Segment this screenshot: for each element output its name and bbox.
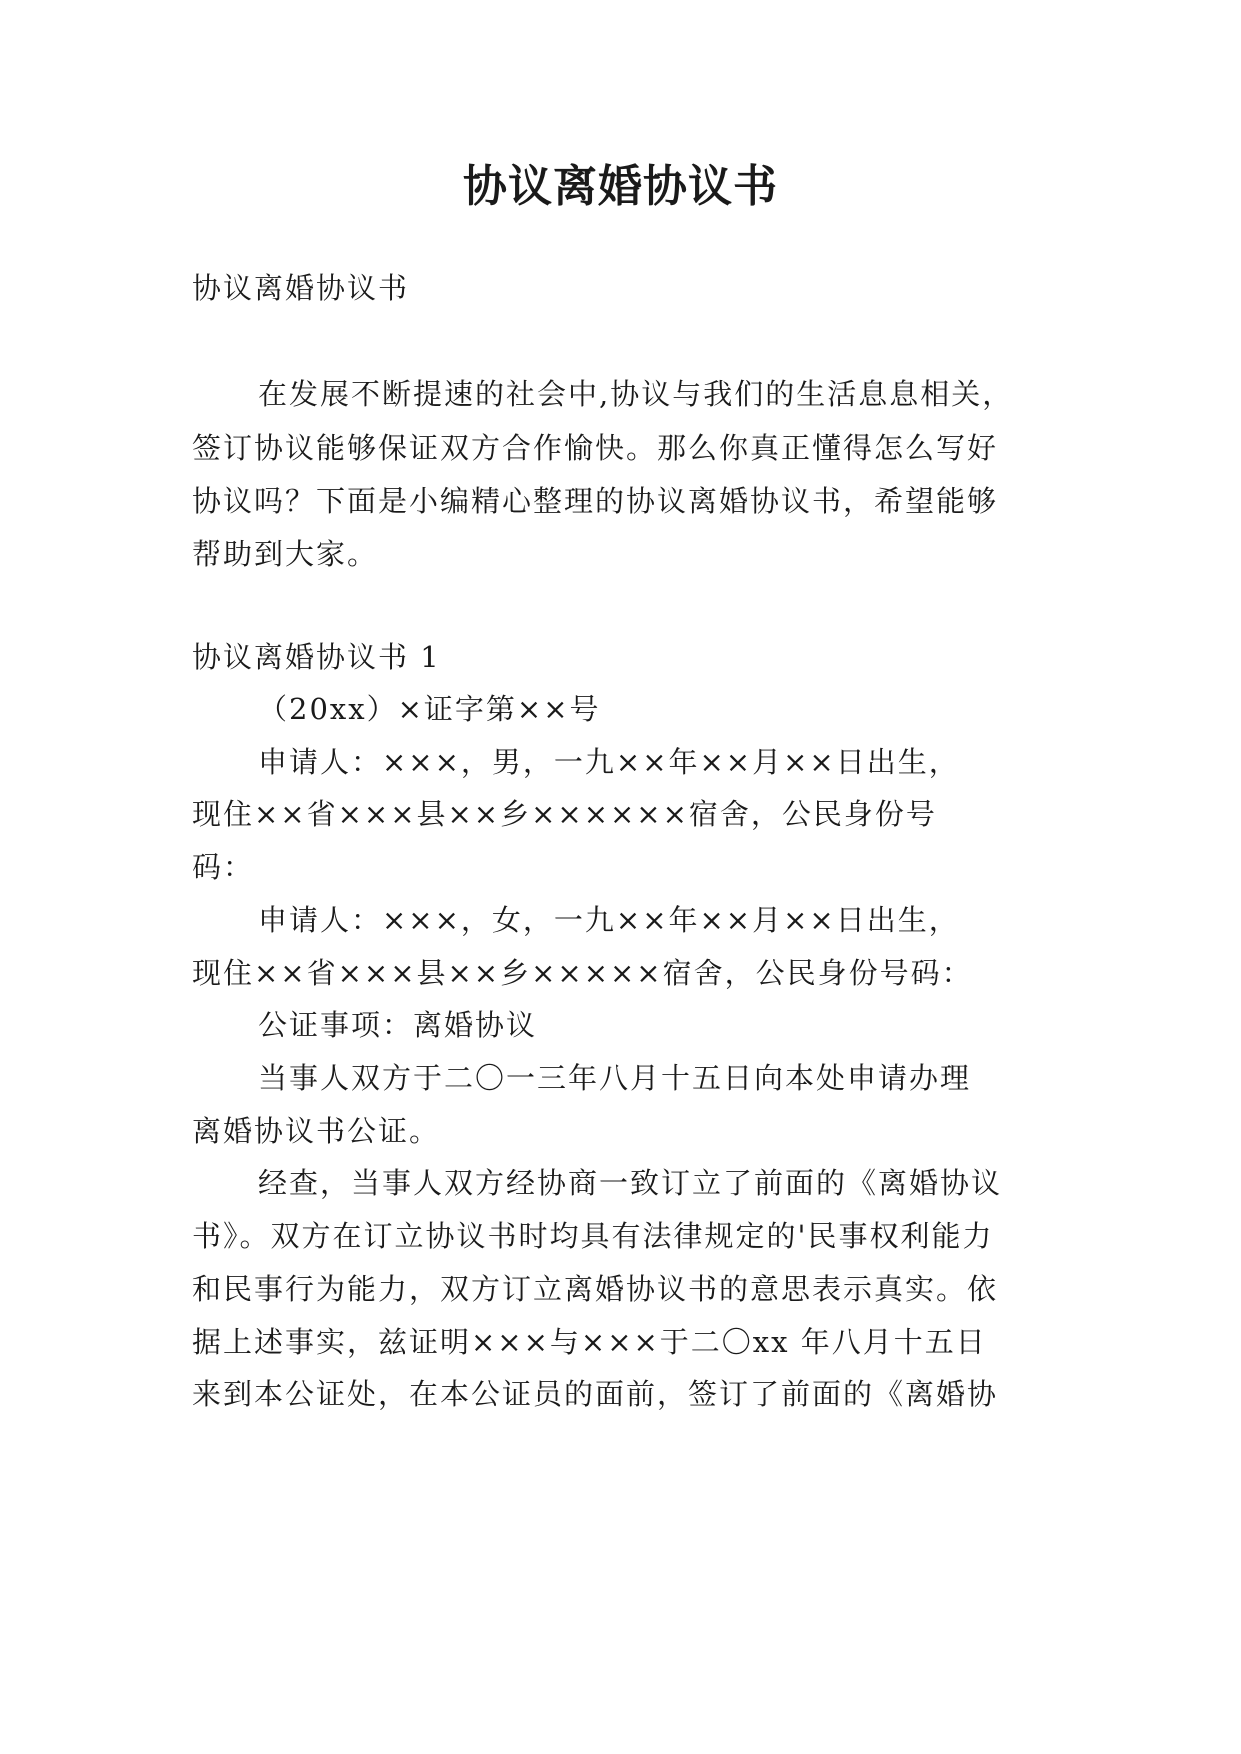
verification-line: 据上述事实，兹证明×××与×××于二〇xx 年八月十五日 — [192, 1325, 987, 1359]
application-line: 当事人双方于二〇一三年八月十五日向本处申请办理 — [258, 1061, 972, 1095]
cert-number: （20xx）×证字第××号 — [258, 692, 601, 726]
intro-line: 签订协议能够保证双方合作愉快。那么你真正懂得怎么写好 — [192, 431, 999, 465]
applicant-male-line: 现住××省×××县××乡××××××宿舍，公民身份号 — [192, 797, 937, 831]
applicant-male-line: 码： — [192, 850, 255, 884]
intro-line: 帮助到大家。 — [192, 537, 379, 571]
section-heading: 协议离婚协议书 1 — [192, 640, 441, 674]
notary-matter: 公证事项：离婚协议 — [258, 1008, 538, 1042]
intro-line: 协议吗？下面是小编精心整理的协议离婚协议书，希望能够 — [192, 484, 999, 518]
verification-line: 和民事行为能力，双方订立离婚协议书的意思表示真实。依 — [192, 1272, 999, 1306]
verification-line: 书》。双方在订立协议书时均具有法律规定的'民事权利能力 — [192, 1219, 994, 1253]
applicant-male-line: 申请人：×××，男，一九××年××月××日出生， — [258, 745, 960, 779]
application-line: 离婚协议书公证。 — [192, 1114, 441, 1148]
verification-line: 来到本公证处，在本公证员的面前，签订了前面的《离婚协 — [192, 1377, 999, 1411]
document-title: 协议离婚协议书 — [463, 161, 778, 212]
verification-line: 经查，当事人双方经协商一致订立了前面的《离婚协议 — [258, 1166, 1003, 1200]
intro-line: 在发展不断提速的社会中,协议与我们的生活息息相关， — [258, 377, 1014, 411]
subtitle: 协议离婚协议书 — [192, 271, 410, 305]
applicant-female-line: 现住××省×××县××乡×××××宿舍，公民身份号码： — [192, 956, 973, 990]
applicant-female-line: 申请人：×××，女，一九××年××月××日出生， — [258, 903, 960, 937]
